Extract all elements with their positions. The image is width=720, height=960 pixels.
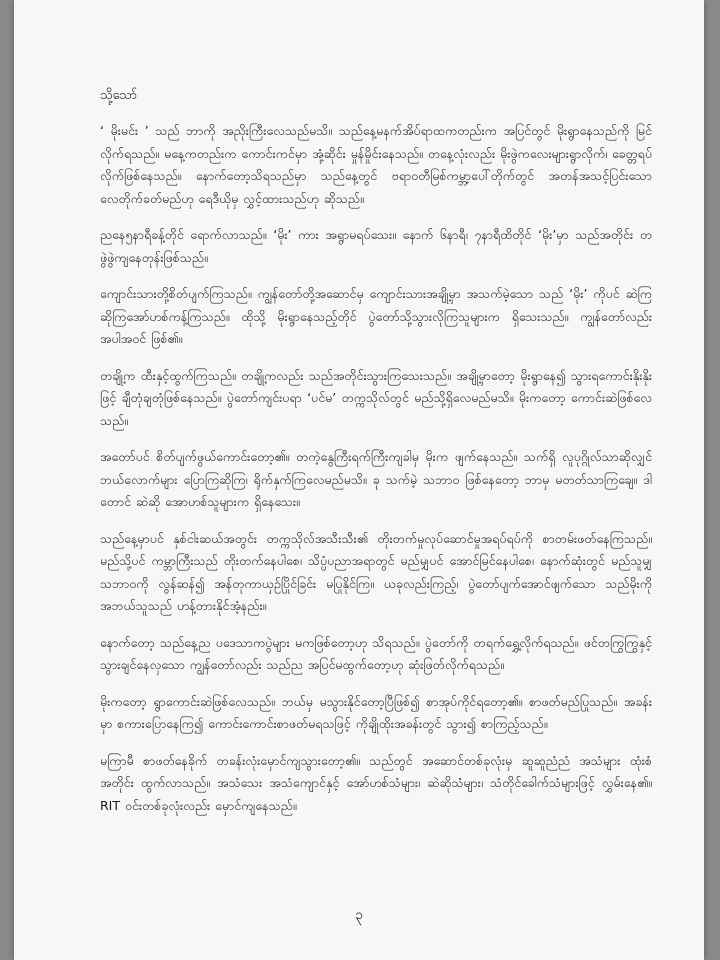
page-number: ၃ [355, 907, 363, 923]
paragraph-1: ‘ မိုးမင်း ’ သည် ဘာကို အညိုးကြီးလေသည်မသိ။ သည်နေ့မနက်အိပ်ရာထကတည်းက အပြင်တွင် မိုးရွာနေသည်ကို မြင်လိုက်ရသည်။ မနေ့ကတည်းက ကောင်းကင်မှာ အုံ့ဆိုင်း မှုန်မှိုင်းနေသည်။ တနေ့လုံးလည်း မိုးဖွဲကလေးများရွာလိုက်၊ ခေတ္တရပ်လိုက်ဖြစ်နေသည်။ နောက်တော့သိရသည်မှာ သည်နေ့တွင် ဗရာဝတီမြစ်ကမ္ဘာ့ပေါ်တိုက်တွင် အတန်အသင့်ပြင်းသော လေတိုက်ခတ်မည်ဟု ရေဒီယိုမှ လွှင့်ထားသည်ဟု ဆိုသည်။ [100, 123, 652, 206]
paragraph-2: ညနေ၅နာရီခန့်တိုင် ရောက်လာသည်။ ‘မိုး’ ကား အရွာမရပ်သေး။ နောက် ၆နာရီ၊ ၇နာရီထိတိုင် ‘မိုး’မှာ သည်အတိုင်း တဖွဲဖွဲကျနေတုန်းဖြစ်သည်။ [100, 227, 652, 265]
paragraph-9: မကြာမီ စာဖတ်နေခိုက် တခန်းလုံးမှောင်ကျသွားတော့၏။ သည်တွင် အဆောင်တစ်ခုလုံးမှ ဆူဆူညံညံ အသံများ ထုံးစံအတိုင်း ထွက်လာသည်။ အသံသေး အသံကျောင်နှင့် အော်ဟစ်သံများ၊ ဆဲဆိုသံများ၊ သံတိုင်ခေါက်သံများဖြင့် လွှမ်းနေ၏။ RIT ဝင်းတစ်ခုလုံးလည်း မှောင်ကျနေသည်။ [100, 752, 652, 813]
section-heading: သို့သော် [100, 88, 138, 103]
paragraph-4: တချို့က ထီးနှင့်ထွက်ကြသည်။ တချို့ကလည်း သည်အတိုင်းသွားကြသေးသည်။ အချို့မှာတော့ မိုးရွာနေ၍ သွားရကောင်းနိုးနိုးဖြင့် ချီတုံချတုံဖြစ်နေသည်။ ပွဲတော်ကျင်းပရာ ‘ပင်မ’ တက္ကသိုလ်တွင် မည်သို့ရှိလေမည်မသိ။ မိုးကတော့ ကောင်းဆဲဖြစ်လေသည်။ [100, 367, 652, 428]
paragraph-6: သည်နေ့မှာပင် နှစ်ငါးဆယ်အတွင်း တက္ကသိုလ်အသီးသီး၏ တိုးတက်မှုလုပ်ဆောင်မှုအရပ်ရပ်ကို စာတမ်းဖတ်နေကြသည်။ မည်သို့ပင် ကမ္ဘာကြီးသည် တိုးတက်နေပါစေ၊ သိပ္ပံပညာအရာတွင် မည်မျှပင် အောင်မြင်နေပါစေ၊ နောက်ဆုံးတွင် မည်သူမျှ သဘာဝကို လွန်ဆန်၍ အန်တုကာယှဉ်ပြိုင်ခြင်း မပြုနိုင်ကြ။ ယခုလည်းကြည့်၊ ပွဲတော်ပျက်အောင်ဖျက်သော သည်မိုးကို အဘယ်သူသည် ဟန့်တားနိုင်အံ့နည်း။ [100, 530, 652, 613]
paragraph-7: နောက်တော့ သည်နေ့ည ပဒေသာကပွဲများ မကဖြစ်တော့ဟု သိရသည်။ ပွဲတော်ကို တရက်ရွှေ့လိုက်ရသည်။ ဖင်တကြွကြွနှင့် သွားချင်နေလှသော ကျွန်တော်လည်း သည်ည အပြင်မထွက်တော့ဟု ဆုံးဖြတ်လိုက်ရသည်။ [100, 634, 652, 672]
paragraph-5: အတော်ပင် စိတ်ပျက်ဖွယ်ကောင်းတော့၏။ တကဲ့နွေကြီးရက်ကြီးကျခါမှ မိုးက ဖျက်နေသည်။ သက်ရှိ လူပုဂ္ဂိုလ်သာဆိုလျှင် ဘယ်လောက်များ ပြောကြဆိုကြ၊ ရိုက်နှက်ကြလေမည်မသိ။ ခု သက်မဲ့ သဘာဝ ဖြစ်နေတော့ ဘာမှ မတတ်သာကြချေ။ ဒါတောင် ဆဲဆို အောဟစ်သူများက ရှိနေသေး။ [100, 449, 652, 509]
document-page [14, 0, 704, 960]
paragraph-8: မိုးကတော့ ရွာကောင်းဆဲဖြစ်လေသည်။ ဘယ်မှ မသွားနိုင်တော့ပြီဖြစ်၍ စာအုပ်ကိုင်ရတော့၏။ စာဖတ်မည်ပြုသည်။ အခန်းမှာ စကားပြောနေကြ၍ ကောင်းကောင်းစာဖတ်မရသဖြင့် ကိုချိုထိုးအခန်းတွင် သွား၍ စာကြည့်သည်။ [100, 693, 652, 731]
body-text [100, 120, 652, 817]
paragraph-3: ကျောင်းသားတို့စိတ်ပျက်ကြသည်။ ကျွန်တော်တို့အဆောင်မှ ကျောင်းသားအချို့မှာ အသက်မဲ့သော သည် ‘မိုး’ ကိုပင် ဆဲကြဆိုကြအော်ဟစ်ကန့်ကြသည်။ ထိုသို့ မိုးရွာနေသည့်တိုင် ပွဲတော်သို့သွားလိုကြသူများက ရှိသေးသည်။ ကျွန်တော်လည်း အပါအဝင် ဖြစ်၏။ [100, 286, 652, 346]
